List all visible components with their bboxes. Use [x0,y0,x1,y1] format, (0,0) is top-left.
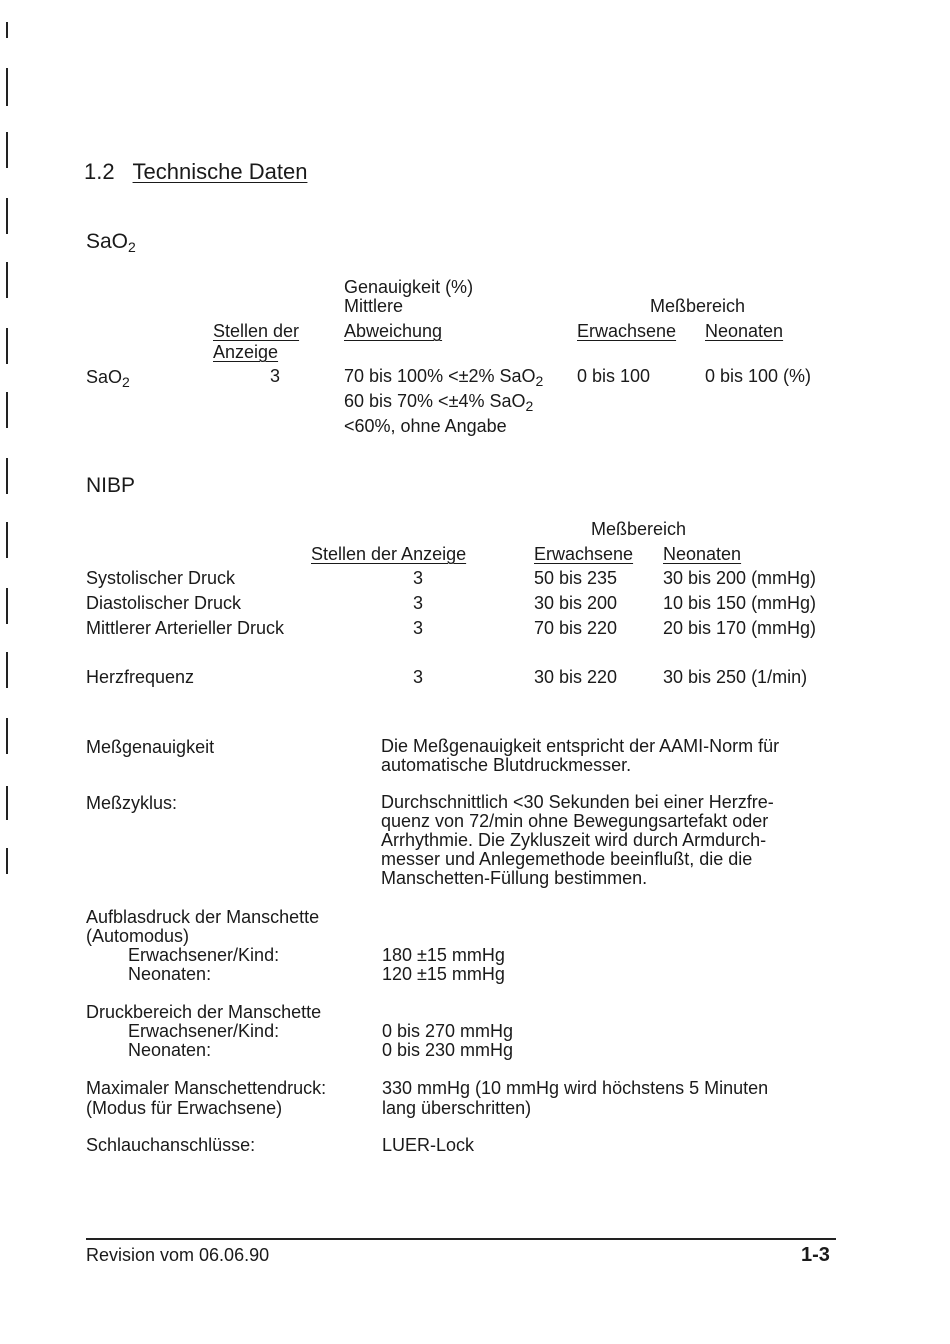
sao2-col-neonaten: Neonaten [705,321,784,341]
binder-mark [6,392,8,428]
schlauch-label: Schlauchanschlüsse: [86,1135,256,1155]
nibp-row-erwachsene: 50 bis 235 [534,568,618,588]
maxdruck-label: Maximaler Manschettendruck: [86,1078,327,1098]
sao2-accuracy-2: 60 bis 70% <±4% SaO$_2$ [344,391,534,414]
section-number: 1.2 [84,159,115,184]
nibp-row-stellen: 3 [413,618,424,638]
footer-rule [86,1238,836,1240]
binder-mark [6,328,8,364]
section-title: Technische Daten [132,159,308,184]
binder-mark [6,718,8,754]
nibp-row-erwachsene: 30 bis 200 [534,593,618,613]
binder-mark [6,786,8,820]
messzyklus-label: Meßzyklus: [86,793,178,813]
sao2-heading: SaO$_2$ [86,230,136,255]
nibp-col-stellen: Stellen der Anzeige [311,544,467,564]
nibp-row-label: Systolischer Druck [86,568,236,588]
sao2-col-stellen: Stellen der [213,321,300,341]
aufblas-sub-adult: Erwachsener/Kind: [128,945,280,965]
sao2-row-stellen: 3 [270,366,281,386]
nibp-row-label: Mittlerer Arterieller Druck [86,618,285,638]
binder-mark [6,522,8,558]
nibp-row-neonaten: 30 bis 200 (mmHg) [663,568,817,588]
druckbereich-value-neo: 0 bis 230 mmHg [382,1040,514,1060]
nibp-row-neonaten: 30 bis 250 (1/min) [663,667,808,687]
nibp-col-neonaten: Neonaten [663,544,742,564]
druckbereich-sub-adult: Erwachsener/Kind: [128,1021,280,1041]
nibp-heading: NIBP [86,474,136,497]
binder-mark [6,458,8,494]
messgenauigkeit-value: Die Meßgenauigkeit entspricht der AAMI-Norm für automatische Blutdruckmesser. [381,736,780,775]
aufblas-label-mode: (Automodus) [86,926,190,946]
nibp-col-messbereich: Meßbereich [591,519,687,539]
sao2-col-mittlere: Mittlere [344,296,404,316]
sao2-col-erwachsene: Erwachsene [577,321,677,341]
binder-mark [6,262,8,298]
sao2-row-label: SaO$_2$ [86,367,130,390]
binder-mark [6,848,8,874]
maxdruck-value: 330 mmHg (10 mmHg wird höchstens 5 Minuten [382,1078,769,1098]
aufblas-label: Aufblasdruck der Manschette [86,907,320,927]
sao2-range-neonaten: 0 bis 100 (%) [705,366,812,386]
binder-mark [6,132,8,168]
nibp-row-erwachsene: 30 bis 220 [534,667,618,687]
nibp-col-erwachsene: Erwachsene [534,544,634,564]
aufblas-sub-neo: Neonaten: [128,964,212,984]
sao2-accuracy-3: <60%, ohne Angabe [344,416,507,436]
binder-mark [6,588,8,624]
sao2-col-abweichung: Abweichung [344,321,443,341]
aufblas-value-adult: 180 ±15 mmHg [382,945,505,965]
binder-mark [6,22,8,38]
binder-mark [6,652,8,688]
nibp-row-erwachsene: 70 bis 220 [534,618,618,638]
sao2-accuracy-1: 70 bis 100% <±2% SaO$_2$ [344,366,544,389]
sao2-col-genauigkeit: Genauigkeit (%) [344,277,474,297]
druckbereich-sub-neo: Neonaten: [128,1040,212,1060]
nibp-row-stellen: 3 [413,568,424,588]
nibp-row-label: Herzfrequenz [86,667,195,687]
sao2-col-messbereich: Meßbereich [650,296,746,316]
sao2-range-erwachsene: 0 bis 100 [577,366,651,386]
aufblas-value-neo: 120 ±15 mmHg [382,964,505,984]
maxdruck-label-mode: (Modus für Erwachsene) [86,1098,283,1118]
nibp-row-stellen: 3 [413,593,424,613]
sao2-col-anzeige: Anzeige [213,342,279,362]
schlauch-value: LUER-Lock [382,1135,475,1155]
binder-mark [6,68,8,106]
page-number: 1-3 [801,1244,830,1266]
nibp-row-neonaten: 20 bis 170 (mmHg) [663,618,817,638]
nibp-row-neonaten: 10 bis 150 (mmHg) [663,593,817,613]
nibp-row-label: Diastolischer Druck [86,593,242,613]
footer-revision: Revision vom 06.06.90 [86,1245,270,1265]
druckbereich-label: Druckbereich der Manschette [86,1002,322,1022]
messgenauigkeit-label: Meßgenauigkeit [86,737,215,757]
maxdruck-value-cont: lang überschritten) [382,1098,532,1118]
section-heading [84,159,308,184]
messzyklus-value: Durchschnittlich <30 Sekunden bei einer Herzfre-quenz von 72/min ohne Bewegungsartefakt oder Arrhythmie. Die Zykluszeit wird durch Armdurch-messer und Anlegemethode beeinflußt, die die Manschetten-Füllung bestimmen. [381,792,774,888]
druckbereich-value-adult: 0 bis 270 mmHg [382,1021,514,1041]
binder-mark [6,198,8,234]
nibp-row-stellen: 3 [413,667,424,687]
